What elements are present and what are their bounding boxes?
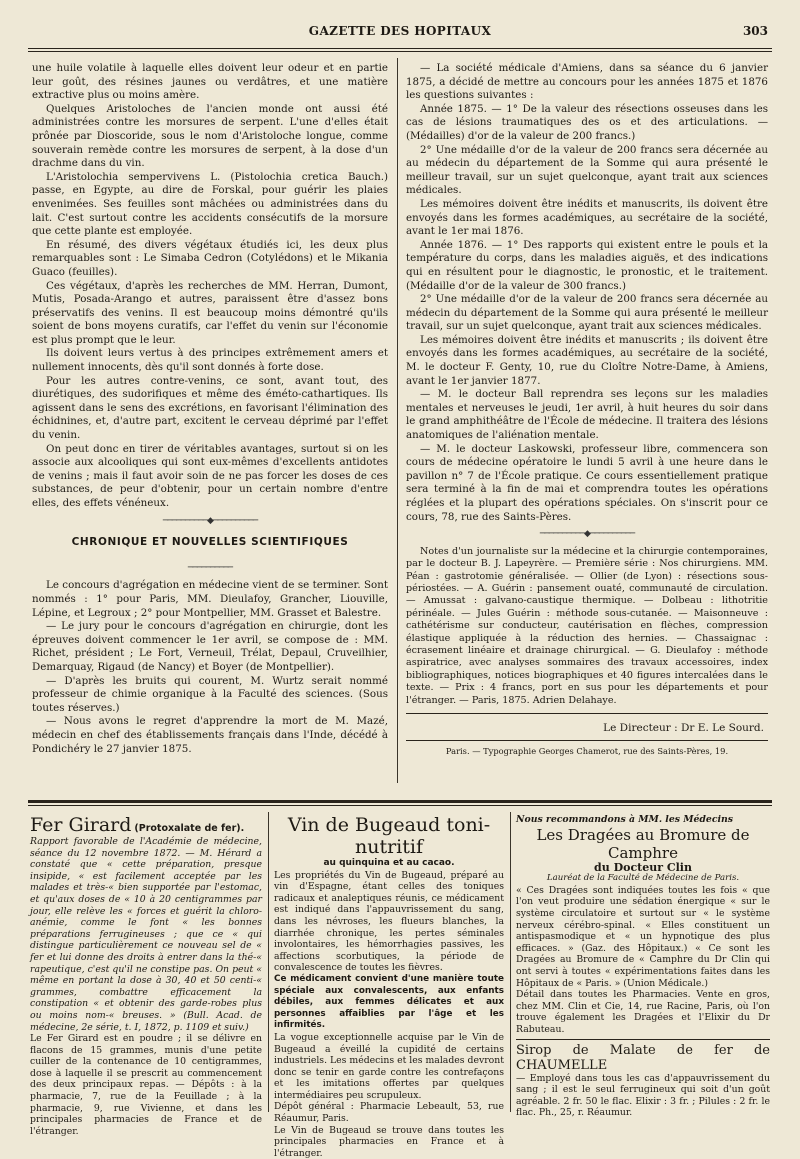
paragraph: 2° Une médaille d'or de la valeur de 200 francs sera décernée au médecin du département de la Somme qui aura présenté le meilleur travail, sur un sujet quelconque, ayant trait aux sciences médicales.	[406, 293, 768, 333]
news-item: — D'après les bruits qui courent, M. Wurtz serait nommé professeur de chimie organique à la Faculté des sciences. (Sous toutes réserves.)	[32, 674, 388, 714]
ad-divider	[268, 812, 269, 1112]
ad-recommend: Nous recommandons à MM. les Médecins	[516, 814, 734, 825]
paragraph: En résumé, des divers végétaux étudiés ici, les deux plus remarquables sont : Le Simaba Cedron (Cotylédons) et le Mikania Guaco (feuilles).	[32, 238, 388, 278]
paragraph: On peut donc en tirer de véritables avantages, surtout si on les associe aux alcooliques qui sont eux-mêmes d'excellents antidotes de venins ; mais il faut avoir soin de ne pas forcer les doses de ces substances, de peur d'obtenir, pour un certain nombre d'entre elles, des effets vénéneux.	[32, 442, 388, 509]
header-rule	[28, 48, 772, 49]
paragraph: Pour les autres contre-venins, ce sont, avant tout, des diurétiques, des sudorifiques et même des éméto-cathartiques. Ils agissent dans le sens des excrétions, en favorisant l'élimination des échidnines, et, d'autre part, excitent le cerveau déprimé par l'effet du venin.	[32, 374, 388, 442]
ornament-divider: ──────────◆──────────	[539, 529, 635, 540]
paragraph: Année 1875. — 1° De la valeur des résections osseuses dans les cas de lésions traumatiques des os et des articulations. — (Médailles) d'or de la valeur de 200 francs.)	[406, 102, 768, 142]
ads-separator-2	[28, 805, 772, 806]
page-number: 303	[742, 24, 768, 38]
ad-text: La vogue exceptionnelle acquise par le Vin de Bugeaud a éveillé la cupidité de certains industriels. Les médecins et les malades devront donc se tenir en garde contre les contrefaçons et les imitations offertes par quelques intermédiaires peu scrupuleux.	[274, 1031, 504, 1101]
news-item: Le concours d'agrégation en médecine vient de se terminer. Sont nommés : 1° pour Paris, MM. Dieulafoy, Grancher, Liouville, Lépine, et Legroux ; 2° pour Montpellier, MM. Grasset et Balestre.	[32, 579, 388, 619]
ornament-divider: ──────────◆──────────	[162, 515, 258, 526]
paragraph: — M. le docteur Laskowski, professeur libre, commencera son cours de médecine opératoire le lundi 5 avril à une heure dans le pavillon n° 7 de l'École pratique. Ce cours essentiellement pratique sera terminé à la fin de mai et comprendra toutes les opérations réglées et la plupart des opérations spéciales. On s'inscrit pour ce cours, 78, rue des Saints-Pères.	[406, 442, 768, 523]
paragraph: L'Aristolochia sempervivens L. (Pistolochia cretica Bauch.) passe, en Egypte, au dire de Forskal, pour guérir les plaies envenimées. Ses feuilles sont mâchées ou administrées dans du lait. C'est surtout contre les accidents consécutifs de la morsure que cette plante est employée.	[32, 170, 388, 238]
printer-line: Paris. — Typographie Georges Chamerot, rue des Saints-Pères, 19.	[445, 745, 729, 756]
ad-title: Les Dragées au Bromure de Camphre	[536, 825, 750, 862]
paragraph: Ils doivent leurs vertus à des principes extrêmement amers et nullement innocents, dès qu'il sont donnés à forte dose.	[32, 347, 388, 374]
paragraph: Les mémoires doivent être inédits et manuscrits, ils doivent être envoyés dans les formes académiques, au secrétaire de la société, avant le 1er mai 1876.	[406, 197, 768, 238]
rule	[516, 1039, 770, 1040]
ad-title: Fer Girard	[30, 814, 132, 836]
ad-author: du Docteur Clin	[594, 860, 692, 874]
paragraph: Les mémoires doivent être inédits et manuscrits ; ils doivent être envoyés dans les formes académiques, au secrétaire de la société, M. le docteur F. Genty, 10, rue du Cloître Notre-Dame, à Amiens, avant le 1er janvier 1877.	[406, 333, 768, 387]
ad-text: Rapport favorable de l'Académie de médecine, séance du 12 novembre 1872. — M. Hérard a constaté que « cette préparation, presque insipide, « est facilement acceptée par les malades et très-« bien supportée par l'estomac, et qu'aux doses de « 10 à 20 centigrammes par jour, elle relève les « forces et guérit la chloro-anémie, comme le font « les bonnes préparations ferrugineuses ; que ce « qui distingue particulièrement ce nouveau sel de « fer et lui donne des droits à entrer dans la thé-« rapeutique, c'est qu'il ne constipe pas. On peut « même en portant la dose à 30, 40 et 50 centi-« grammes, combattre efficacement la constipation « et obtenir des garde-robes plus ou moins nom-« breuses. » (Bull. Acad. de médecine, 2e série, t. I, 1872, p. 1109 et suiv.)	[30, 836, 262, 1033]
journal-title: GAZETTE DES HOPITAUX	[308, 24, 492, 38]
ad-laureat: Lauréat de la Faculté de Médecine de Paris.	[546, 873, 740, 884]
paragraph: une huile volatile à laquelle elles doivent leur odeur et en partie leur goût, des résines jaunes ou verdâtres, et une matière extractive plus ou moins amère.	[32, 62, 388, 102]
ad-text: Les propriétés du Vin de Bugeaud, préparé au vin d'Espagne, étant celles des toniques radicaux et analeptiques réunis, ce médicament est indiqué dans l'appauvrissement du sang, dans les névroses, les flueurs blanches, la diarrhée chronique, les pertes séminales involontaires, les hémorrhagies passives, les affections scorbutiques, la période de convalescence de toutes les fièvres.	[274, 869, 504, 974]
right-column	[406, 62, 768, 758]
ornament-divider: ──────────	[187, 562, 233, 573]
book-notice: Notes d'un journaliste sur la médecine et la chirurgie contemporaines, par le docteur B. J. Lapeyrère. — Première série : Nos chirurgiens. MM. Péan : gastrotomie généralisée. — Ollier (de Lyon) : résections sous-périostées. — A. Guérin : pansement ouaté, communauté de circulation. — Amussat : galvano-caustique thermique. — Dolbeau : lithotritie périnéale. — Jules Guérin : méthode sous-cutanée. — Maisonneuve : cathétérisme sur conducteur, cautérisation en flèches, compression élastique appliquée à la réduction des hernies. — Chassaignac : écrasement linéaire et drainage chirurgical. — G. Dieulafoy : méthode aspiratrice, avec analyses sommaires des travaux accessoires, index bibliographiques, notices biographiques et 40 figures intercalées dans le texte. — Prix : 4 francs, port en sus pour les départements et pour l'étranger. — Paris, 1875. Adrien Delahaye.	[406, 545, 768, 706]
ad-subtitle: au quinquina et au cacao.	[323, 858, 455, 868]
paragraph: — La société médicale d'Amiens, dans sa séance du 6 janvier 1875, a décidé de mettre au concours pour les années 1875 et 1876 les questions suivantes :	[406, 62, 768, 102]
ad-text: Le Fer Girard est en poudre ; il se délivre en flacons de 15 grammes, munis d'une petite cuiller de la contenance de 10 centigrammes, dose à laquelle il se prescrit au commencement des deux principaux repas. — Dépôts : à la pharmacie, 7, rue de la Feuillade ; à la pharmacie, 9, rue Vivienne, et dans les principales pharmacies de France et de l'étranger.	[30, 1033, 262, 1137]
rule	[406, 740, 768, 741]
rule	[406, 713, 768, 714]
director-signature: Le Directeur : Dr E. Le Sourd.	[603, 722, 764, 735]
news-item: — Nous avons le regret d'apprendre la mort de M. Mazé, médecin en chef des établissements français dans l'Inde, décédé à Pondichéry le 27 janvier 1875.	[32, 715, 388, 755]
ad-text: — Employé dans tous les cas d'appauvrissement du sang ; il est le seul ferrugineux qui soit d'un goût agréable. 2 fr. 50 le flac. Elixir : 3 fr. ; Pilules : 2 fr. le flac. Ph., 25, r. Réaumur.	[516, 1072, 770, 1119]
ad-divider	[510, 812, 511, 1112]
ad-title: Sirop de Malate de fer de CHAUMELLE	[516, 1042, 770, 1073]
ad-text: Détail dans toutes les Pharmacies. Vente en gros, chez MM. Clin et Cie, 14, rue Racine, Paris, où l'on trouve également les Dragées et l'Elixir du Dr Rabuteau.	[516, 989, 770, 1035]
page-header	[28, 24, 772, 46]
news-item: — Le jury pour le concours d'agrégation en chirurgie, dont les épreuves doivent commencer le 1er avril, se compose de : MM. Richet, président ; Le Fort, Verneuil, Trélat, Depaul, Cruveilhier, Demarquay, Rigaud (de Nancy) et Boyer (de Montpellier).	[32, 620, 388, 673]
section-title: CHRONIQUE ET NOUVELLES SCIENTIFIQUES	[71, 536, 349, 549]
ad-depot: Dépôt général : Pharmacie Lebeault, 53, rue Réaumur, Paris.	[274, 1101, 504, 1125]
left-column	[32, 62, 388, 756]
ad-footer: Le Vin de Bugeaud se trouve dans toutes les principales pharmacies en France et à l'étranger.	[274, 1124, 504, 1159]
ad-dragees-clin	[516, 814, 770, 1119]
ads-separator	[28, 800, 772, 803]
ad-text: « Ces Dragées sont indiquées toutes les fois « que l'on veut produire une sédation énergique « sur le système circulatoire et surtout sur « le système nerveux cérébro-spinal. « Elles constituent un antispasmodique et « un hypnotique des plus efficaces. » (Gaz. des Hôpitaux.) « Ce sont les Dragées au Bromure de « Camphre du Dr Clin qui ont servi à toutes « expérimentations faites dans les Hôpitaux de « Paris. » (Union Médicale.)	[516, 884, 770, 989]
ad-fer-girard	[30, 814, 262, 1137]
column-divider	[397, 58, 398, 783]
paragraph: 2° Une médaille d'or de la valeur de 200 francs sera décernée au au médecin du département de la Somme qui aura présenté le meilleur travail, sur un sujet quelconque, ayant trait aux sciences médicales.	[406, 143, 768, 197]
ad-subtitle: (Protoxalate de fer).	[134, 823, 245, 834]
paragraph: Ces végétaux, d'après les recherches de MM. Herran, Dumont, Mutis, Posada-Arango et autres, paraissent être d'assez bons préservatifs des venins. Il est beaucoup moins démontré qu'ils soient de bons moyens curatifs, car l'effet du venin sur l'économie est plus prompt que le leur.	[32, 279, 388, 346]
ad-vin-bugeaud	[274, 814, 504, 1159]
ad-bold-text: Ce médicament convient d'une manière toute spéciale aux convalescents, aux enfants débiles, aux femmes délicates et aux personnes affaiblies par l'âge et les infirmités.	[274, 973, 504, 1031]
header-rule-2	[28, 51, 772, 52]
ad-title: Vin de Bugeaud toni-nutritif	[287, 814, 491, 858]
paragraph: Année 1876. — 1° Des rapports qui existent entre le pouls et la température du corps, dans les maladies aiguës, et des indications qui en résultent pour le diagnostic, le pronostic, et le traitement. (Médaille d'or de la valeur de 300 francs.)	[406, 238, 768, 292]
paragraph: — M. le docteur Ball reprendra ses leçons sur les maladies mentales et nerveuses le jeudi, 1er avril, à huit heures du soir dans le grand amphithéâtre de l'École de médecine. Il traitera des lésions anatomiques de l'aliénation mentale.	[406, 388, 768, 442]
paragraph: Quelques Aristoloches de l'ancien monde ont aussi été administrées contre les morsures de serpent. L'une d'elles était prônée par Dioscoride, sous le nom d'Aristoloche longue, comme souverain remède contre les morsures de serpent, à la dose d'un drachme dans du vin.	[32, 102, 388, 170]
